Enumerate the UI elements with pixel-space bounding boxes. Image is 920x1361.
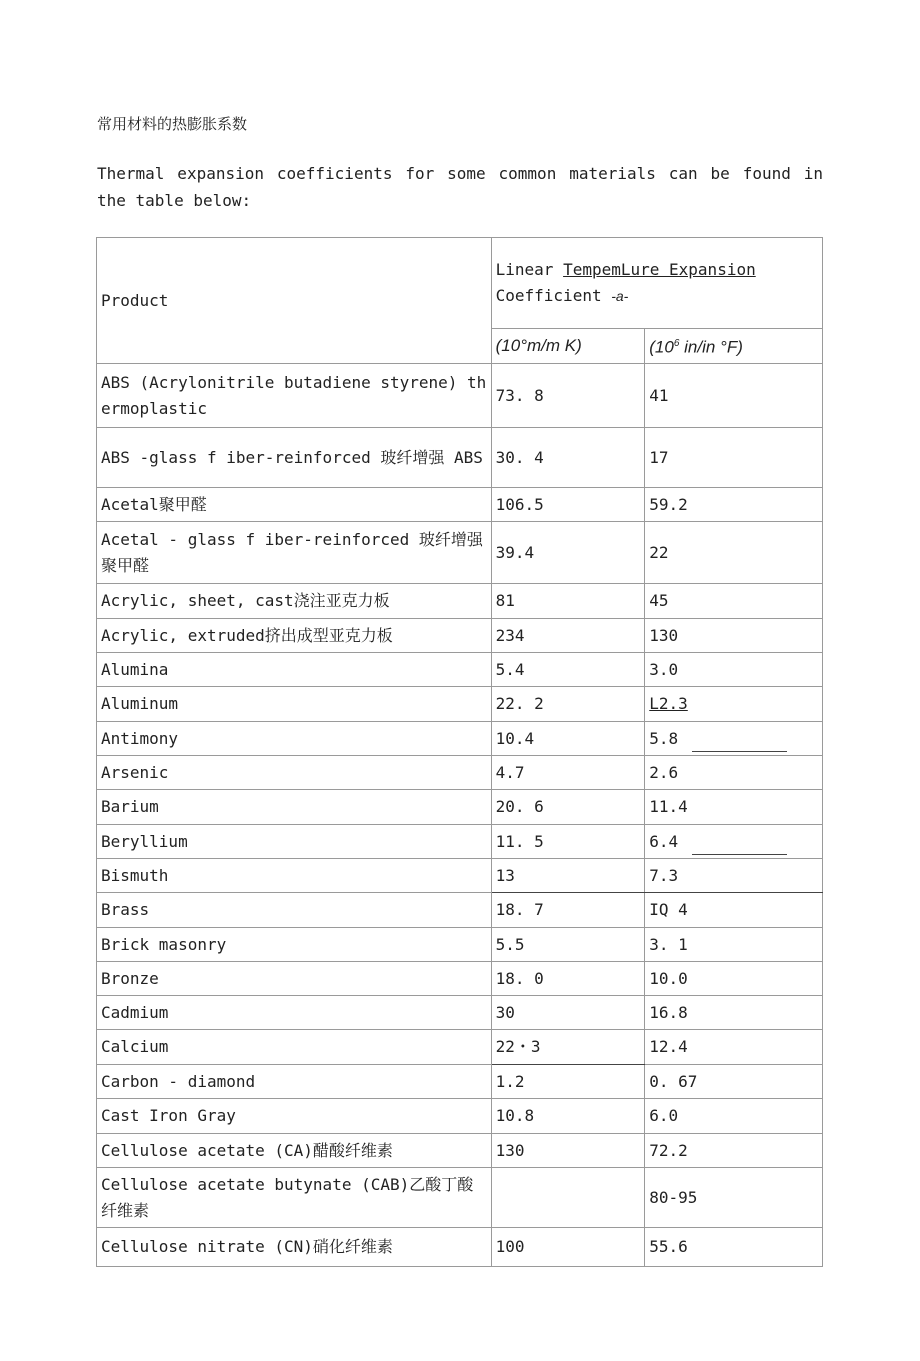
table-row [97,1228,823,1267]
cell-coef-imperial: 16.8 [645,996,823,1030]
table-row [97,996,823,1030]
cell-coef-imperial: 6.4 [645,825,823,859]
cell-coef-imperial: 45 [645,584,823,619]
cell-coef-si: 1.2 [491,1065,645,1099]
cell-product: Cellulose nitrate (CN)硝化纤维素 [97,1228,492,1267]
cell-coef-imperial: 6.0 [645,1099,823,1134]
blank-underline [692,737,787,752]
cell-product: Brass [97,893,492,928]
cell-coef-imperial: 2.6 [645,756,823,790]
table-row [97,790,823,825]
table-row [97,619,823,653]
cell-coef-si: 130 [491,1134,645,1168]
header-unit-si: (10°m/m K) [491,329,645,364]
table-row [97,687,823,722]
table-row [97,722,823,756]
cell-product: ABS -glass f iber-reinforced 玻纤增强 ABS [97,428,492,488]
cell-coef-imperial: 3. 1 [645,928,823,962]
header-product: Product [97,238,492,364]
cell-product: Aluminum [97,687,492,722]
cell-coef-si: 234 [491,619,645,653]
cell-coef-imperial: 59.2 [645,488,823,522]
cell-product: Acetal - glass f iber-reinforced 玻纤增强聚甲醛 [97,522,492,584]
cell-product: Cellulose acetate butynate (CAB)乙酸丁酸纤维素 [97,1168,492,1228]
table-row [97,428,823,488]
cell-coef-imperial: 55.6 [645,1228,823,1267]
cell-product: Arsenic [97,756,492,790]
cell-product: Antimony [97,722,492,756]
table-row [97,962,823,996]
cell-coef-si: 106.5 [491,488,645,522]
cell-coef-si: 30. 4 [491,428,645,488]
intro-paragraph: Thermal expansion coefficients for some common materials can be found in the table below: [97,164,823,210]
cell-product: Brick masonry [97,928,492,962]
table-row [97,756,823,790]
cell-coef-imperial: 3.0 [645,653,823,687]
cell-coef-si: 22. 2 [491,687,645,722]
cell-product: Bismuth [97,859,492,893]
cell-coef-imperial: IQ 4 [645,893,823,928]
cell-product: Bronze [97,962,492,996]
table-row [97,1168,823,1228]
cell-product: Barium [97,790,492,825]
table-row [97,928,823,962]
table-row [97,893,823,928]
cell-coef-si: 13 [491,859,645,893]
cell-coef-imperial: 10.0 [645,962,823,996]
cell-product: Cast Iron Gray [97,1099,492,1134]
table-row [97,859,823,893]
cell-coef-si: 81 [491,584,645,619]
table-row [97,653,823,687]
cell-coef-imperial: 17 [645,428,823,488]
cell-coef-imperial: 12.4 [645,1030,823,1065]
cell-coef-si: 22・3 [491,1030,645,1065]
cell-product: Calcium [97,1030,492,1065]
cell-product: Carbon - diamond [97,1065,492,1099]
header-linear-coefficient [491,238,822,329]
table-row [97,522,823,584]
cell-coef-si: 5.4 [491,653,645,687]
cell-product: ABS (Acrylonitrile butadiene styrene) thermoplastic [97,364,492,428]
header-coefficient-text: Coefficient [495,286,612,305]
cell-coef-si: 18. 7 [491,893,645,928]
cell-coef-imperial: 80-95 [645,1168,823,1228]
header-linear-underlined: TempemLure Expansion [563,260,756,279]
cell-product: Acrylic, sheet, cast浇注亚克力板 [97,584,492,619]
cell-coef-si: 10.8 [491,1099,645,1134]
table-row [97,584,823,619]
cell-coef-imperial: 0. 67 [645,1065,823,1099]
table-row [97,1065,823,1099]
cell-product: Acetal聚甲醛 [97,488,492,522]
page-title: 常用材料的热膨胀系数 [97,115,248,133]
cell-coef-imperial: 72.2 [645,1134,823,1168]
table-body [97,364,823,1267]
cell-coef-si: 10.4 [491,722,645,756]
expansion-table [96,237,823,1267]
cell-coef-si: 100 [491,1228,645,1267]
blank-underline [692,840,787,855]
cell-coef-si: 73. 8 [491,364,645,428]
header-alpha-symbol: -a- [611,288,629,304]
cell-coef-si: 39.4 [491,522,645,584]
cell-coef-imperial: L2.3 [645,687,823,722]
cell-coef-si: 5.5 [491,928,645,962]
table-row [97,1030,823,1065]
cell-product: Alumina [97,653,492,687]
cell-coef-si: 20. 6 [491,790,645,825]
cell-coef-si: 4.7 [491,756,645,790]
cell-coef-si: 30 [491,996,645,1030]
cell-coef-imperial: 22 [645,522,823,584]
cell-coef-imperial: 11.4 [645,790,823,825]
table-row [97,1134,823,1168]
cell-coef-imperial: 7.3 [645,859,823,893]
cell-product: Beryllium [97,825,492,859]
table-row [97,488,823,522]
table-row [97,825,823,859]
header-unit-imperial: ($10^6$ in/in °F) [645,329,823,364]
cell-coef-si: 11. 5 [491,825,645,859]
cell-coef-si: 18. 0 [491,962,645,996]
cell-coef-imperial: 41 [645,364,823,428]
cell-product: Cellulose acetate (CA)醋酸纤维素 [97,1134,492,1168]
cell-product: Acrylic, extruded挤出成型亚克力板 [97,619,492,653]
header-linear-text: Linear [495,260,564,279]
table-row [97,364,823,428]
table-row [97,1099,823,1134]
cell-product: Cadmium [97,996,492,1030]
cell-coef-imperial: 5.8 [645,722,823,756]
cell-coef-imperial: 130 [645,619,823,653]
cell-coef-si [491,1168,645,1228]
